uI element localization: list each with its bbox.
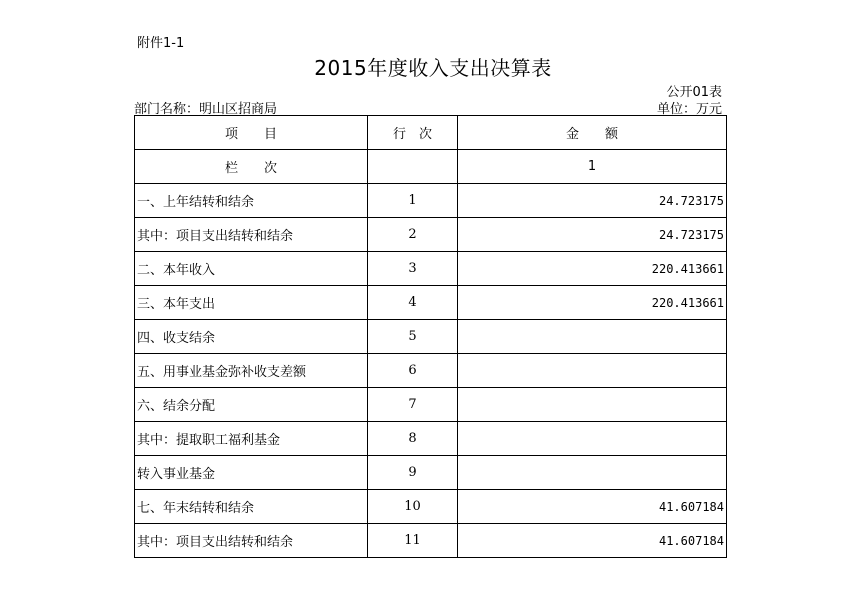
table-row (135, 184, 727, 218)
page-title: 2015年度收入支出决算表 (314, 56, 552, 80)
row-item: 其中：项目支出结转和结余 (135, 218, 368, 252)
row-item: 四、收支结余 (135, 320, 368, 354)
unit-label: 单位：万元 (656, 102, 722, 117)
column-index-row (135, 150, 727, 184)
row-item: 一、上年结转和结余 (135, 184, 368, 218)
table-row (135, 218, 727, 252)
row-amount: 220.413661 (458, 286, 727, 320)
table-row (135, 286, 727, 320)
row-line: 1 (368, 184, 458, 218)
row-line: 5 (368, 320, 458, 354)
table-row (135, 490, 727, 524)
row-item: 其中：提取职工福利基金 (135, 422, 368, 456)
row-item: 七、年末结转和结余 (135, 490, 368, 524)
table-row (135, 524, 727, 558)
row-line: 6 (368, 354, 458, 388)
row-item: 转入事业基金 (135, 456, 368, 490)
row-item: 六、结余分配 (135, 388, 368, 422)
column-index-label: 栏 次 (135, 150, 368, 184)
department-name: 部门名称：明山区招商局 (134, 102, 278, 117)
header-line: 行 次 (368, 116, 458, 150)
table-row (135, 388, 727, 422)
table-row (135, 320, 727, 354)
row-line: 9 (368, 456, 458, 490)
table-row (135, 354, 727, 388)
row-line: 11 (368, 524, 458, 558)
row-amount (458, 388, 727, 422)
table-row (135, 252, 727, 286)
row-line: 2 (368, 218, 458, 252)
row-line: 7 (368, 388, 458, 422)
row-line: 10 (368, 490, 458, 524)
row-item: 二、本年收入 (135, 252, 368, 286)
table-header-row (135, 116, 727, 150)
row-amount (458, 354, 727, 388)
table-row (135, 422, 727, 456)
row-amount: 220.413661 (458, 252, 727, 286)
budget-table (134, 115, 727, 558)
form-number: 公开01表 (666, 85, 722, 100)
row-item: 三、本年支出 (135, 286, 368, 320)
header-amount: 金 额 (458, 116, 727, 150)
header-item: 项 目 (135, 116, 368, 150)
row-amount: 24.723175 (458, 218, 727, 252)
row-item: 其中：项目支出结转和结余 (135, 524, 368, 558)
column-index-amount: 1 (458, 150, 727, 184)
attachment-label: 附件1-1 (137, 36, 185, 51)
row-item: 五、用事业基金弥补收支差额 (135, 354, 368, 388)
row-amount: 41.607184 (458, 524, 727, 558)
column-index-line (368, 150, 458, 184)
row-amount (458, 456, 727, 490)
row-amount (458, 320, 727, 354)
row-amount (458, 422, 727, 456)
row-amount: 24.723175 (458, 184, 727, 218)
row-amount: 41.607184 (458, 490, 727, 524)
row-line: 4 (368, 286, 458, 320)
row-line: 3 (368, 252, 458, 286)
table-row (135, 456, 727, 490)
row-line: 8 (368, 422, 458, 456)
